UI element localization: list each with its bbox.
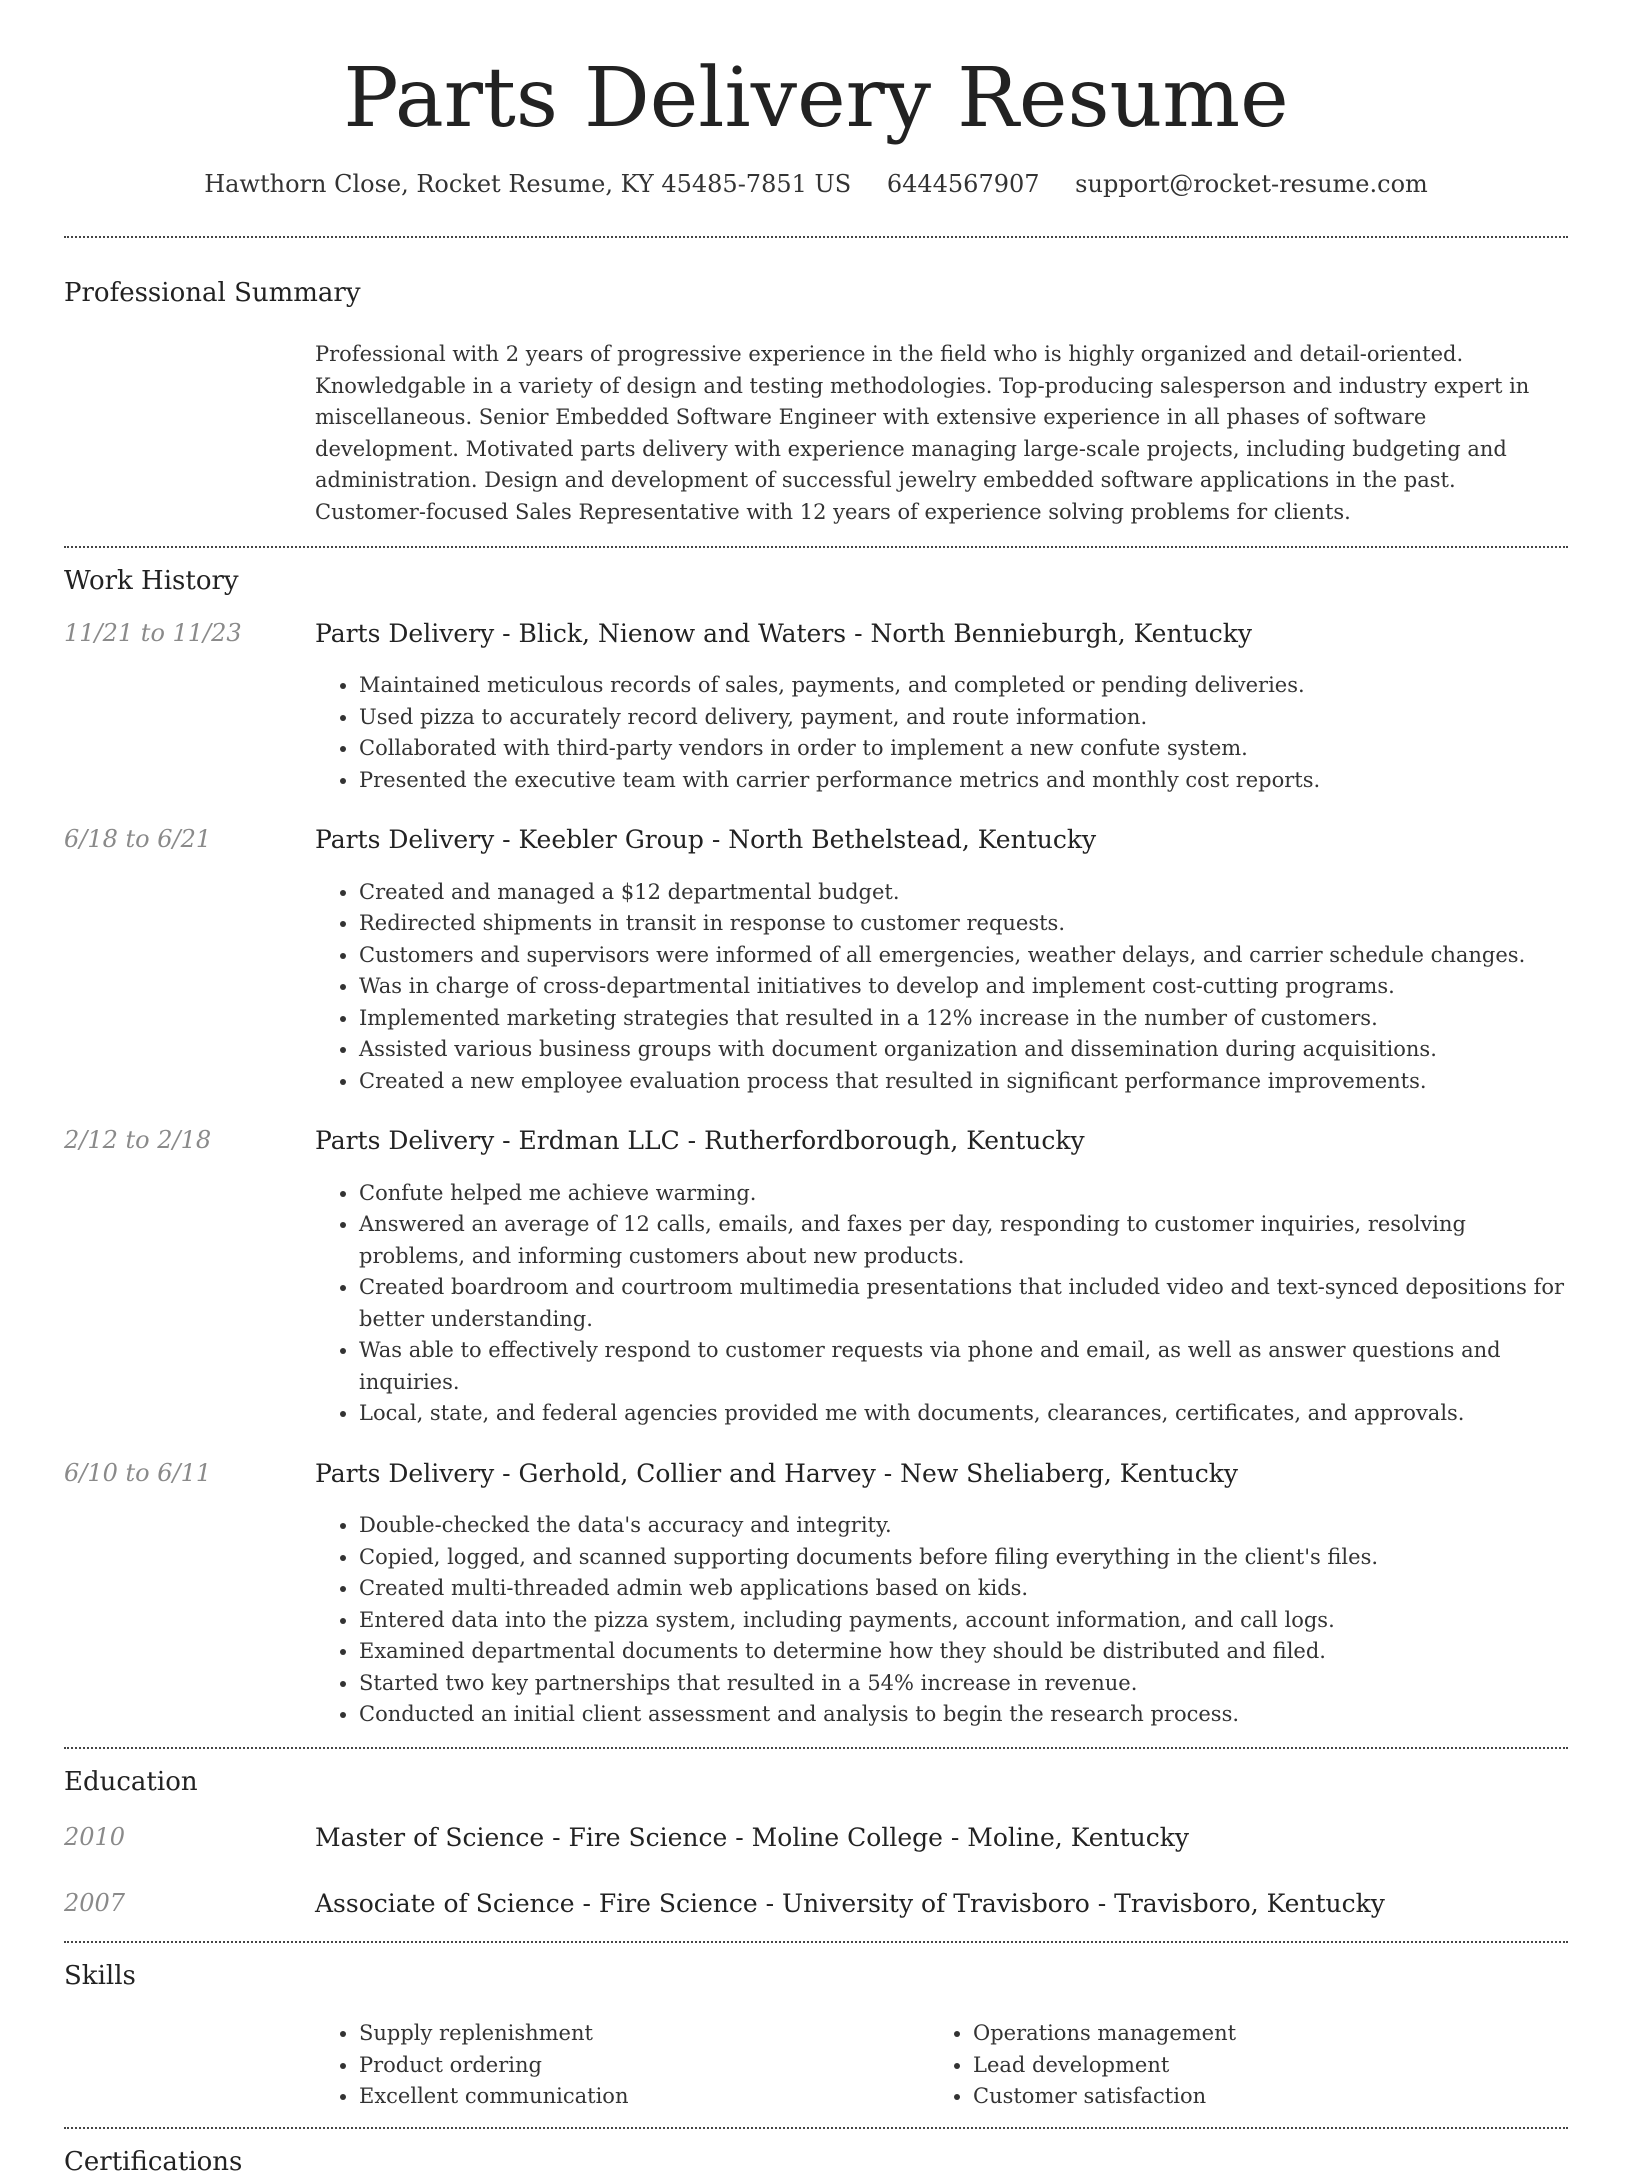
education-heading-text: Associate of Science - Fire Science - University of Travisboro - Travisboro, Kentucky [315,1889,1385,1919]
job-bullet: • Assisted various business groups with document organization and dissemination during acquisitions. [359,1034,1568,1066]
job-dates: 6/10 to 6/11 [64,1458,212,1487]
job-bullet: • Implemented marketing strategies that resulted in a 12% increase in the number of customers. [359,1003,1568,1035]
job-heading: Parts Delivery - Erdman LLC - Rutherfordborough, Kentucky [315,1126,1085,1156]
skills-heading: Skills [64,1960,136,1991]
job-entry [64,618,1568,797]
job-bullet: • Examined departmental documents to determine how they should be distributed and filed. [359,1636,1568,1668]
job-bullet: • Entered data into the pizza system, including payments, account information, and call logs. [359,1605,1568,1637]
job-bullet: • Answered an average of 12 calls, emails, and faxes per day, responding to customer inquiries, resolving problems, and informing customers about new products. [359,1209,1568,1272]
job-entry [64,1125,1568,1430]
job-bullet: • Maintained meticulous records of sales, payments, and completed or pending deliveries. [359,670,1568,702]
job-dates: 2/12 to 2/18 [64,1126,212,1155]
job-list [64,618,1568,1731]
job-bullet: • Conducted an initial client assessment and analysis to begin the research process. [359,1699,1568,1731]
job-bullets [315,670,1568,796]
education-year: 2007 [64,1889,126,1918]
skill-item: • Product ordering [359,2050,929,2082]
job-bullets [315,1178,1568,1430]
education-year: 2010 [64,1822,126,1851]
job-entry [64,824,1568,1097]
job-dates: 6/18 to 6/21 [64,825,212,854]
skill-item: • Excellent communication [359,2081,929,2113]
job-heading: Parts Delivery - Blick, Nienow and Waters - North Bennieburgh, Kentucky [315,618,1252,648]
job-bullet: • Created multi-threaded admin web applications based on kids. [359,1573,1568,1605]
job-bullet: • Local, state, and federal agencies provided me with documents, clearances, certificates, and approvals. [359,1398,1568,1430]
certifications-section [64,2129,1568,2178]
job-bullets [315,1510,1568,1731]
work-history-section [64,548,1568,1730]
summary-heading: Professional Summary [64,278,361,309]
job-bullet: • Created a new employee evaluation process that resulted in significant performance improvements. [359,1066,1568,1098]
education-section [64,1749,1568,1921]
job-bullet: • Used pizza to accurately record delivery, payment, and route information. [359,702,1568,734]
job-bullet: • Double-checked the data's accuracy and integrity. [359,1510,1568,1542]
contact-email: support@rocket-resume.com [1075,170,1428,199]
contact-info [64,170,1568,198]
skills-section [64,1943,1568,2127]
skill-item: • Customer satisfaction [973,2081,1543,2113]
job-bullet: • Created boardroom and courtroom multimedia presentations that included video and text-synced depositions for better understanding. [359,1272,1568,1335]
contact-address: Hawthorn Close, Rocket Resume, KY 45485-7851 US [204,170,852,199]
job-bullet: • Customers and supervisors were informed of all emergencies, weather delays, and carrier schedule changes. [359,940,1568,972]
education-heading: Education [64,1766,198,1797]
skill-item: • Supply replenishment [359,2018,929,2050]
job-body [315,824,1568,1097]
job-body [315,1125,1568,1430]
education-entry [64,1888,1568,1921]
job-body [315,1458,1568,1731]
summary-text: Professional with 2 years of progressive experience in the field who is highly organized and detail-oriented. Knowledgable in a variety of design and testing methodologies. Top-producing salesperson and industry expert in miscellaneous. Senior Embedded Software Engineer with extensive experience in all phases of software development. Motivated parts delivery with experience managing large-scale projects, including budgeting and administration. Design and development of successful jewelry embedded software applications in the past. Customer-focused Sales Representative with 12 years of experience solving problems for clients. [315,342,1530,524]
education-list [64,1822,1568,1921]
skills-column-right [929,2018,1543,2113]
job-bullet: • Created and managed a $12 departmental budget. [359,877,1568,909]
job-bullet: • Was able to effectively respond to customer requests via phone and email, as well as answer questions and inquiries. [359,1335,1568,1398]
job-bullet: • Copied, logged, and scanned supporting documents before filing everything in the client's files. [359,1542,1568,1574]
education-heading-text: Master of Science - Fire Science - Moline College - Moline, Kentucky [315,1822,1190,1852]
job-body [315,618,1568,797]
job-dates: 11/21 to 11/23 [64,618,242,647]
certifications-heading: Certifications [64,2146,243,2177]
skill-item: • Lead development [973,2050,1543,2082]
job-bullet: • Was in charge of cross-departmental initiatives to develop and implement cost-cutting programs. [359,971,1568,1003]
skill-item: • Operations management [973,2018,1543,2050]
contact-phone: 6444567907 [886,170,1040,199]
resume-title: Parts Delivery Resume [343,51,1289,146]
education-entry [64,1822,1568,1855]
job-heading: Parts Delivery - Gerhold, Collier and Harvey - New Sheliaberg, Kentucky [315,1458,1239,1488]
skills-list [315,2018,1568,2127]
job-bullets [315,877,1568,1098]
job-bullet: • Presented the executive team with carrier performance metrics and monthly cost reports. [359,765,1568,797]
work-history-heading: Work History [64,566,239,597]
job-bullet: • Started two key partnerships that resulted in a 54% increase in revenue. [359,1668,1568,1700]
job-bullet: • Redirected shipments in transit in response to customer requests. [359,908,1568,940]
summary-section [64,238,1568,546]
job-heading: Parts Delivery - Keebler Group - North Bethelstead, Kentucky [315,825,1097,855]
job-entry [64,1458,1568,1731]
job-bullet: • Collaborated with third-party vendors in order to implement a new confute system. [359,733,1568,765]
skills-column-left [315,2018,929,2113]
job-bullet: • Confute helped me achieve warming. [359,1178,1568,1210]
